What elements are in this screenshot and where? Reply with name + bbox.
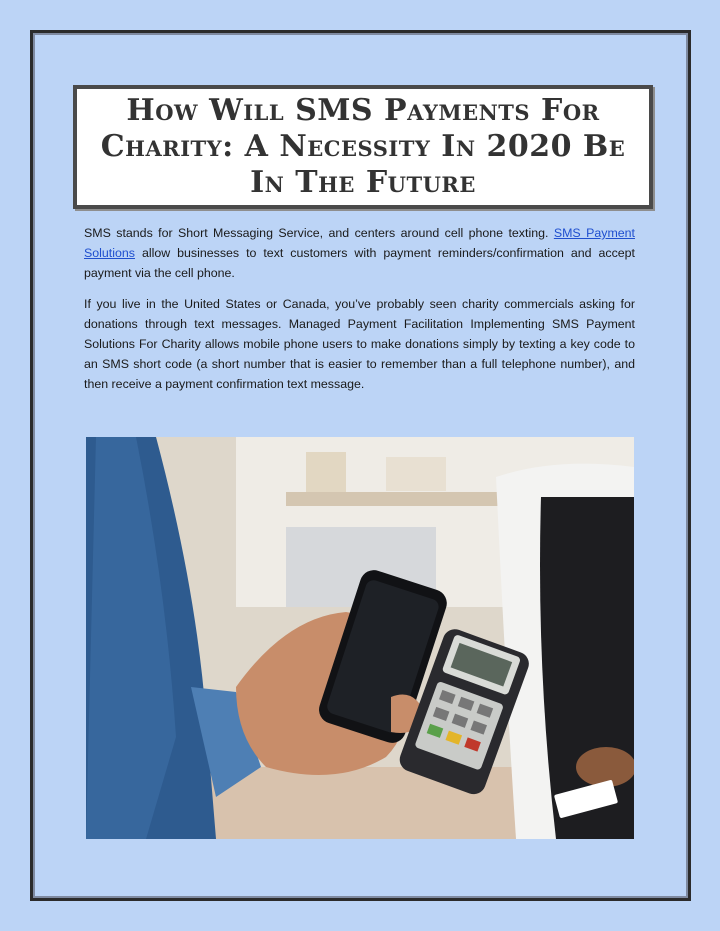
title-box [73, 85, 653, 209]
page-title: How Will SMS Payments For Charity: A Necessity In 2020 Be In The Future [100, 93, 626, 200]
paragraph-1-end: allow businesses to text customers with payment reminders/confirmation and accept payment via the cell phone. [84, 246, 635, 280]
payment-photo [86, 437, 634, 839]
article-body [84, 223, 635, 405]
paragraph-1 [84, 223, 635, 283]
paragraph-1-start: SMS stands for Short Messaging Service, and centers around cell phone texting. [84, 226, 554, 240]
sms-payment-solutions-link[interactable]: SMS Payment Solutions [84, 226, 635, 260]
paragraph-2: If you live in the United States or Canada, you’ve probably seen charity commercials asking for donations through text messages. Managed Payment Facilitation Implementing SMS Payment Solutions For Charity allows mobile phone users to make donations simply by texting a key code to an SMS short code (a short number that is easier to remember than a full telephone number), and then receive a payment confirmation text message. [84, 297, 635, 391]
